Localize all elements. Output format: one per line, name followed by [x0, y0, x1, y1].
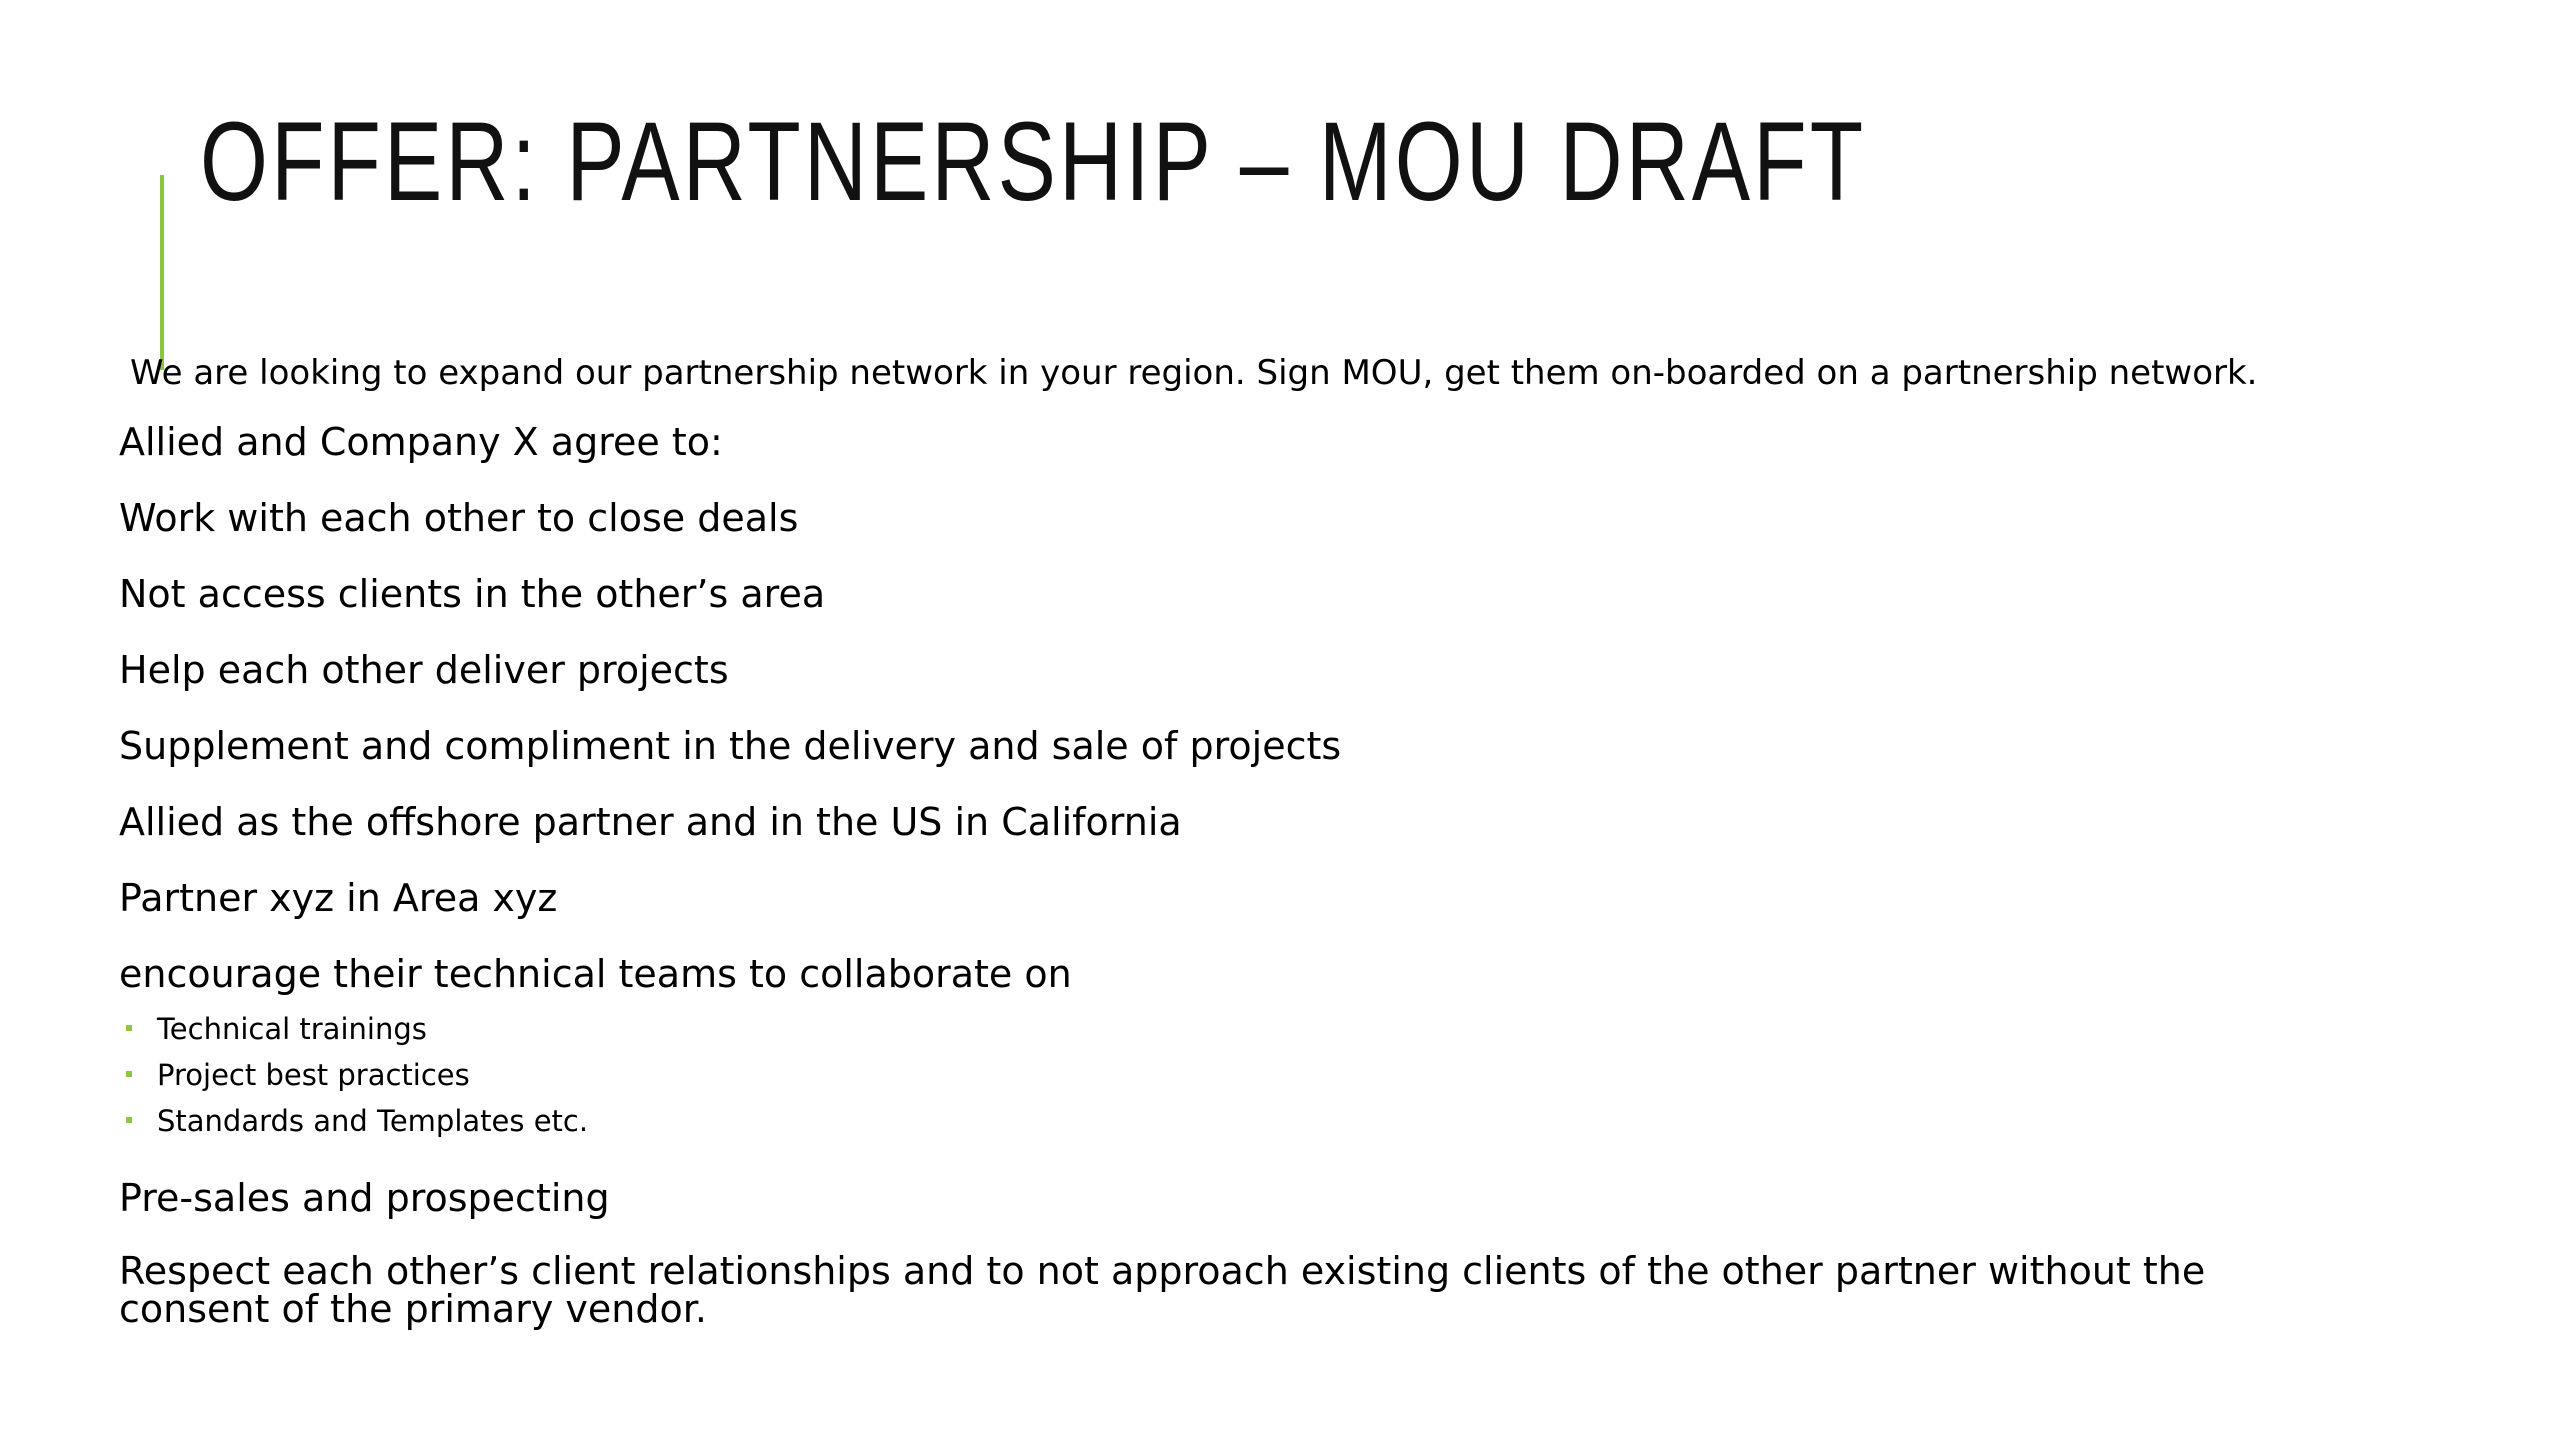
list-item: [119, 496, 2269, 540]
slide-title: OFFER: PARTNERSHIP – MOU DRAFT: [200, 99, 1867, 224]
sub-list-item-text: Technical trainings: [157, 1012, 427, 1046]
sub-list-item: [119, 1052, 2269, 1098]
list-item-text: Supplement and compliment in the delivery and sale of projects: [119, 724, 1342, 768]
sub-list-item-text: Project best practices: [157, 1058, 470, 1092]
square-bullet-icon: [126, 1117, 132, 1123]
list-item-text: Respect each other’s client relationships and to not approach existing clients of the other partner without the consent of the primary vendor.: [119, 1249, 2206, 1331]
list-item-text: Allied as the offshore partner and in the US in California: [119, 800, 1182, 844]
list-item: [119, 420, 2269, 464]
list-item: [119, 724, 2269, 768]
sub-list-item: [119, 1006, 2269, 1052]
list-item-text: Work with each other to close deals: [119, 496, 799, 540]
list-item: [119, 1176, 2269, 1220]
list-item: [119, 876, 2269, 920]
title-accent-bar: [160, 175, 164, 370]
square-bullet-icon: [126, 1071, 132, 1077]
list-item-text: encourage their technical teams to collaborate on: [119, 952, 1072, 996]
list-item: [119, 1249, 2269, 1331]
agreement-list: [119, 420, 2269, 1360]
list-item: [119, 648, 2269, 692]
list-item-text: Not access clients in the other’s area: [119, 572, 826, 616]
intro-text: We are looking to expand our partnership network in your region. Sign MOU, get them on-boarded on a partnership network.: [130, 353, 2258, 393]
list-item-text: Pre-sales and prospecting: [119, 1176, 610, 1220]
square-bullet-icon: [126, 1025, 132, 1031]
agreement-heading: Allied and Company X agree to:: [119, 420, 723, 464]
sub-list-item: [119, 1098, 2269, 1144]
sub-list-item-text: Standards and Templates etc.: [157, 1104, 589, 1138]
list-item: [119, 800, 2269, 844]
list-item: [119, 952, 2269, 1144]
list-item-text: Help each other deliver projects: [119, 648, 729, 692]
collaboration-sub-list: [119, 1006, 2269, 1144]
list-item: [119, 572, 2269, 616]
list-item-text: Partner xyz in Area xyz: [119, 876, 558, 920]
